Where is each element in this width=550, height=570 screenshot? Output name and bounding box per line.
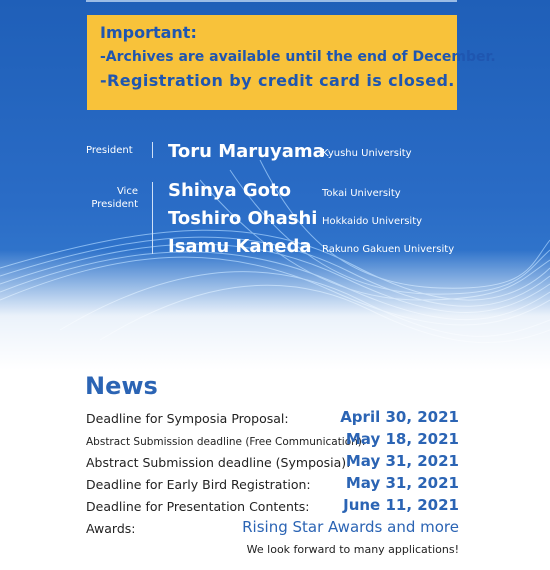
news-item: [86, 454, 459, 474]
news-item-value: Rising Star Awards and more: [242, 518, 459, 536]
vice-president-affiliation-2: Hokkaido University: [322, 216, 423, 227]
news-item-label: Awards:: [86, 521, 136, 536]
news-item-label: Abstract Submission deadline (Symposia):: [86, 455, 351, 470]
president-name: Toru Maruyama: [168, 141, 325, 162]
news-item: [86, 520, 459, 540]
news-heading: News: [85, 372, 158, 400]
news-item-value: May 18, 2021: [345, 430, 459, 448]
vice-divider: [152, 182, 153, 254]
news-item: [86, 498, 459, 518]
vice-president-name-1: Shinya Goto: [168, 180, 292, 201]
news-item-value: May 31, 2021: [345, 452, 459, 470]
notice-archives: -Archives are available until the end of December.: [100, 49, 496, 65]
closing-message: We look forward to many applications!: [246, 543, 459, 556]
vice-president-label: [84, 185, 138, 211]
news-item-value: June 11, 2021: [343, 496, 459, 514]
president-affiliation: Kyushu University: [322, 148, 412, 159]
vice-president-name-2: Toshiro Ohashi: [168, 208, 318, 229]
president-label: President: [86, 145, 133, 156]
vice-label-line2: President: [91, 199, 138, 210]
vice-label-line1: Vice: [116, 186, 138, 197]
vice-president-name-3: Isamu Kaneda: [168, 236, 312, 257]
news-item-value: May 31, 2021: [345, 474, 459, 492]
vice-president-affiliation-1: Tokai University: [322, 188, 401, 199]
news-item-value: April 30, 2021: [340, 408, 459, 426]
news-item-label: Deadline for Presentation Contents:: [86, 499, 310, 514]
news-item: [86, 410, 459, 430]
notice-registration: -Registration by credit card is closed.: [100, 71, 455, 90]
vice-president-affiliation-3: Rakuno Gakuen University: [322, 244, 455, 255]
notice-title: Important:: [100, 23, 197, 42]
president-divider: [152, 142, 153, 158]
news-item: [86, 432, 459, 452]
news-item-label: Abstract Submission deadline (Free Communication):: [86, 436, 366, 448]
news-item-label: Deadline for Symposia Proposal:: [86, 411, 289, 426]
news-item: [86, 476, 459, 496]
important-notice: [87, 15, 496, 110]
news-item-label: Deadline for Early Bird Registration:: [86, 477, 311, 492]
